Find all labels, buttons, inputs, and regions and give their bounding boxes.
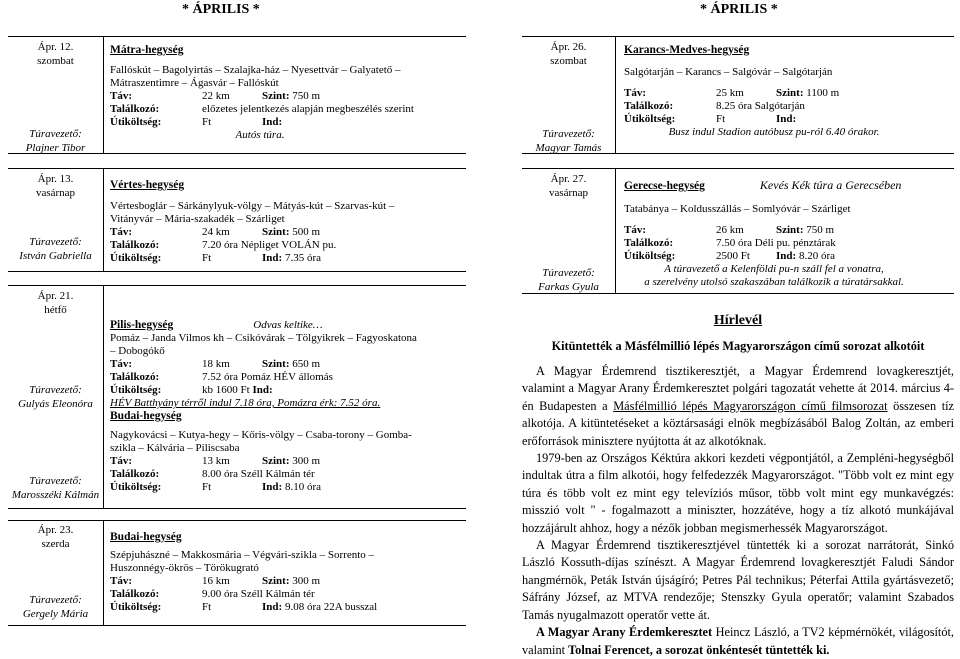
route-line: Tatabánya – Koldusszállás – Somlyóvár – Szárliget xyxy=(624,203,851,215)
ft-value: Ft xyxy=(202,116,212,128)
event-day: vasárnap xyxy=(35,187,76,199)
ft-value: kb 1600 Ft xyxy=(202,384,250,396)
szint-value: 750 m xyxy=(806,224,835,236)
talalkozo-label: Találkozó: xyxy=(624,100,674,112)
utikoltseg-label: Útiköltség: xyxy=(110,384,162,396)
szint-value: 650 m xyxy=(292,358,321,370)
event-row-apr26 xyxy=(522,36,954,154)
guide-name: István Gabriella xyxy=(19,250,92,262)
ind-label: Ind: xyxy=(262,601,283,613)
article-paragraph: 1979-ben az Országos Kéktúra akkori kezdeti végpontjától, a Zempléni-hegységből indultak útra a film alkotói, hogy felfedezzék Magyarországot. "Több volt ez mint egy túra és több volt ez mint egy televíziós műsor, több volt mint egy munkavégzés: misszió volt " - fogalmazott a miniszter, hozzátéve, hogy a tíz alkotó munkájával hozzájárult ahhoz, hogy a nézők jobban megismerhessék Magyarországot. xyxy=(522,451,954,535)
ft-value: Ft xyxy=(202,481,212,493)
ind-label: Ind: xyxy=(776,250,797,262)
ind-value: 7.35 óra xyxy=(284,252,321,264)
route-line: Mátraszentimre – Ágasvár – Fallóskút xyxy=(110,77,279,89)
route-line: szikla – Kálvária – Piliscsaba xyxy=(110,442,240,454)
tav-label: Táv: xyxy=(110,90,132,102)
guide-name: Farkas Gyula xyxy=(538,281,599,293)
event-day: vasárnap xyxy=(548,187,589,199)
event-day: szombat xyxy=(550,55,587,67)
talalkozo-label: Találkozó: xyxy=(110,239,160,251)
talalkozo-value: 7.20 óra Népliget VOLÁN pu. xyxy=(202,239,337,251)
ind-label: Ind: xyxy=(252,384,273,396)
talalkozo-label: Találkozó: xyxy=(110,103,160,115)
tav-value: 25 km xyxy=(716,87,744,99)
szint-label: Szint: xyxy=(262,575,290,587)
route-line: – Dobogókő xyxy=(110,345,165,357)
event-day: szombat xyxy=(37,55,74,67)
tav-label: Táv: xyxy=(110,455,132,467)
article-text: Heincz László, a TV2 képmérnökét, világosítót, valamint xyxy=(522,625,954,657)
tav-value: 13 km xyxy=(202,455,230,467)
event-title: Gerecse-hegység xyxy=(624,180,705,192)
tav-value: 18 km xyxy=(202,358,230,370)
event-title: Karancs-Medves-hegység xyxy=(624,44,750,56)
szint-value: 500 m xyxy=(292,226,321,238)
event-subtitle: Kevés Kék túra a Gerecsében xyxy=(759,178,902,192)
event-date: Ápr. 21. xyxy=(37,290,74,302)
article-text: összesen tíz alkotója. A kitüntetéseket a köztársasági elnök megbízásából Balog Zoltán, az emberi erőforrások minisztere nyújtotta át az alkotóknak. xyxy=(522,398,955,448)
guide-name: Gergely Mária xyxy=(22,608,89,620)
event-subtitle: Odvas keltike… xyxy=(253,319,323,331)
ft-value: Ft xyxy=(202,252,212,264)
szint-label: Szint: xyxy=(262,455,290,467)
guide-label: Túravezető: xyxy=(29,594,82,606)
talalkozo-label: Találkozó: xyxy=(110,468,160,480)
article-paragraph xyxy=(522,363,954,450)
event-date: Ápr. 13. xyxy=(37,173,74,185)
event-row-apr21 xyxy=(8,285,466,509)
page-header-right: * ÁPRILIS * xyxy=(700,2,778,17)
route-line: Fallóskút – Bagolyirtás – Szalajka-ház – Nyesettvár – Galyatető – xyxy=(110,64,401,76)
route-line: Vértesboglár – Sárkánylyuk-völgy – Mátyás-kút – Szarvas-kút – xyxy=(110,200,395,212)
talalkozo-label: Találkozó: xyxy=(110,588,160,600)
event-title: Mátra-hegység xyxy=(110,44,184,56)
route-line: Pomáz – Janda Vilmos kh – Csikóvárak – Tölgyikrek – Fagyoskatona xyxy=(110,332,417,344)
event-title: Vértes-hegység xyxy=(110,179,185,191)
ind-label: Ind: xyxy=(262,252,283,264)
event-note: HÉV Batthyány térről indul 7.18 óra, Pomázra érk: 7.52 óra. xyxy=(110,397,381,409)
szint-label: Szint: xyxy=(262,90,290,102)
route-line: Huszonnégy-ökrös – Törökugrató xyxy=(110,562,259,574)
utikoltseg-label: Útiköltség: xyxy=(624,250,676,262)
guide-name: Marosszéki Kálmán xyxy=(11,489,100,501)
utikoltseg-label: Útiköltség: xyxy=(624,113,676,125)
event-row-apr27 xyxy=(522,168,954,294)
event-title: Budai-hegység xyxy=(110,410,182,422)
guide-label: Túravezető: xyxy=(29,475,82,487)
article-subheading: Kitüntették a Másfélmillió lépés Magyarországon című sorozat alkotóit xyxy=(551,339,925,353)
page-header-left: * ÁPRILIS * xyxy=(182,2,260,17)
film-series-link[interactable]: Másfélmillió lépés Magyarországon című filmsorozat xyxy=(613,398,888,413)
talalkozo-value: előzetes jelentkezés alapján megbeszélés szerint xyxy=(202,103,414,115)
tav-label: Táv: xyxy=(110,575,132,587)
event-date: Ápr. 27. xyxy=(550,173,587,185)
event-note: Autós túra. xyxy=(235,129,285,141)
guide-label: Túravezető: xyxy=(29,128,82,140)
newsletter-article xyxy=(522,312,954,659)
utikoltseg-label: Útiköltség: xyxy=(110,252,162,264)
event-date: Ápr. 26. xyxy=(550,41,587,53)
guide-label: Túravezető: xyxy=(29,236,82,248)
event-day: hétfő xyxy=(44,304,67,316)
route-line: Vitányvár – Mária-szakadék – Szárliget xyxy=(110,213,285,225)
event-title: Budai-hegység xyxy=(110,531,182,543)
tav-value: 22 km xyxy=(202,90,230,102)
route-line: Nagykovácsi – Kutya-hegy – Kőris-völgy – Csaba-torony – Gomba- xyxy=(110,429,412,441)
event-date: Ápr. 23. xyxy=(37,524,74,536)
utikoltseg-label: Útiköltség: xyxy=(110,601,162,613)
event-day: szerda xyxy=(41,538,70,550)
talalkozo-label: Találkozó: xyxy=(624,237,674,249)
event-row-apr12 xyxy=(8,36,466,154)
event-note: a szerelvény utolsó szakaszában találkozik a túratársakkal. xyxy=(644,276,904,288)
event-note: A túravezető a Kelenföldi pu-n száll fel a vonatra, xyxy=(664,263,884,275)
event-note: Busz indul Stadion autóbusz pu-ról 6.40 órakor. xyxy=(668,126,880,138)
tav-label: Táv: xyxy=(624,224,646,236)
talalkozo-label: Találkozó: xyxy=(110,371,160,383)
talalkozo-value: 8.00 óra Széll Kálmán tér xyxy=(202,468,315,480)
ind-value: 9.08 óra 22A busszal xyxy=(284,601,378,613)
szint-value: 1100 m xyxy=(806,87,840,99)
guide-name: Magyar Tamás xyxy=(535,142,602,154)
event-title: Pilis-hegység xyxy=(110,319,174,331)
guide-name: Plajner Tibor xyxy=(25,142,86,154)
article-text-bold: Tolnai Ferencet, a sorozat önkéntesét tüntették ki. xyxy=(568,642,830,657)
route-line: Szépjuhászné – Makkosmária – Végvári-szikla – Sorrento – xyxy=(110,549,375,561)
article-paragraph xyxy=(522,624,954,659)
tav-value: 26 km xyxy=(716,224,744,236)
talalkozo-value: 8.25 óra Salgótarján xyxy=(716,100,805,112)
event-row-apr13 xyxy=(8,168,466,272)
route-line: Salgótarján – Karancs – Salgóvár – Salgótarján xyxy=(624,66,833,78)
talalkozo-value: 7.50 óra Déli pu. pénztárak xyxy=(716,237,836,249)
tav-label: Táv: xyxy=(110,226,132,238)
article-paragraph: A Magyar Érdemrend tisztikeresztjével tüntették ki a sorozat narrátorát, Sinkó László Kossuth-díjas színészt. A Magyar Érdemrend lovagkeresztjét Faludi Sándor hangmérnök, Peták István újságíró; Petres Pál technikus; Péterfai Attila gyártásvezető; Sáfrány József, az MTVA rendezője; Stenszky Gyula operatőr; valamint Szabados Tamás nyugalmazott operatőr vette át. xyxy=(522,538,954,622)
szint-label: Szint: xyxy=(776,224,804,236)
tav-label: Táv: xyxy=(624,87,646,99)
szint-label: Szint: xyxy=(776,87,804,99)
szint-label: Szint: xyxy=(262,226,290,238)
ind-label: Ind: xyxy=(262,481,283,493)
tav-value: 16 km xyxy=(202,575,230,587)
ft-value: 2500 Ft xyxy=(716,250,750,262)
ft-value: Ft xyxy=(716,113,726,125)
ind-label: Ind: xyxy=(776,113,797,125)
szint-value: 300 m xyxy=(292,575,321,587)
talalkozo-value: 7.52 óra Pomáz HÉV állomás xyxy=(202,371,333,383)
guide-label: Túravezető: xyxy=(542,128,595,140)
event-date: Ápr. 12. xyxy=(37,41,74,53)
event-row-apr23 xyxy=(8,520,466,626)
article-text: A Magyar Érdemrend tisztikeresztjét, a Magyar Érdemrend lovagkeresztjét, valamint a Magyar Arany Érdemkeresztet polgári tagozatát vehette át 2014. március 4-én Budapesten a xyxy=(522,364,954,413)
ind-value: 8.20 óra xyxy=(798,250,835,262)
newsletter-heading: Hírlevél xyxy=(713,313,763,328)
szint-label: Szint: xyxy=(262,358,290,370)
ind-value: 8.10 óra xyxy=(284,481,321,493)
guide-name: Gulyás Eleonóra xyxy=(18,398,93,410)
tav-label: Táv: xyxy=(110,358,132,370)
utikoltseg-label: Útiköltség: xyxy=(110,481,162,493)
ft-value: Ft xyxy=(202,601,212,613)
ind-label: Ind: xyxy=(262,116,283,128)
tav-value: 24 km xyxy=(202,226,230,238)
guide-label: Túravezető: xyxy=(542,267,595,279)
article-text-bold: A Magyar Arany Érdemkeresztet xyxy=(536,625,713,640)
guide-label: Túravezető: xyxy=(29,384,82,396)
talalkozo-value: 9.00 óra Széll Kálmán tér xyxy=(202,588,315,600)
szint-value: 300 m xyxy=(292,455,321,467)
szint-value: 750 m xyxy=(292,90,321,102)
utikoltseg-label: Útiköltség: xyxy=(110,116,162,128)
